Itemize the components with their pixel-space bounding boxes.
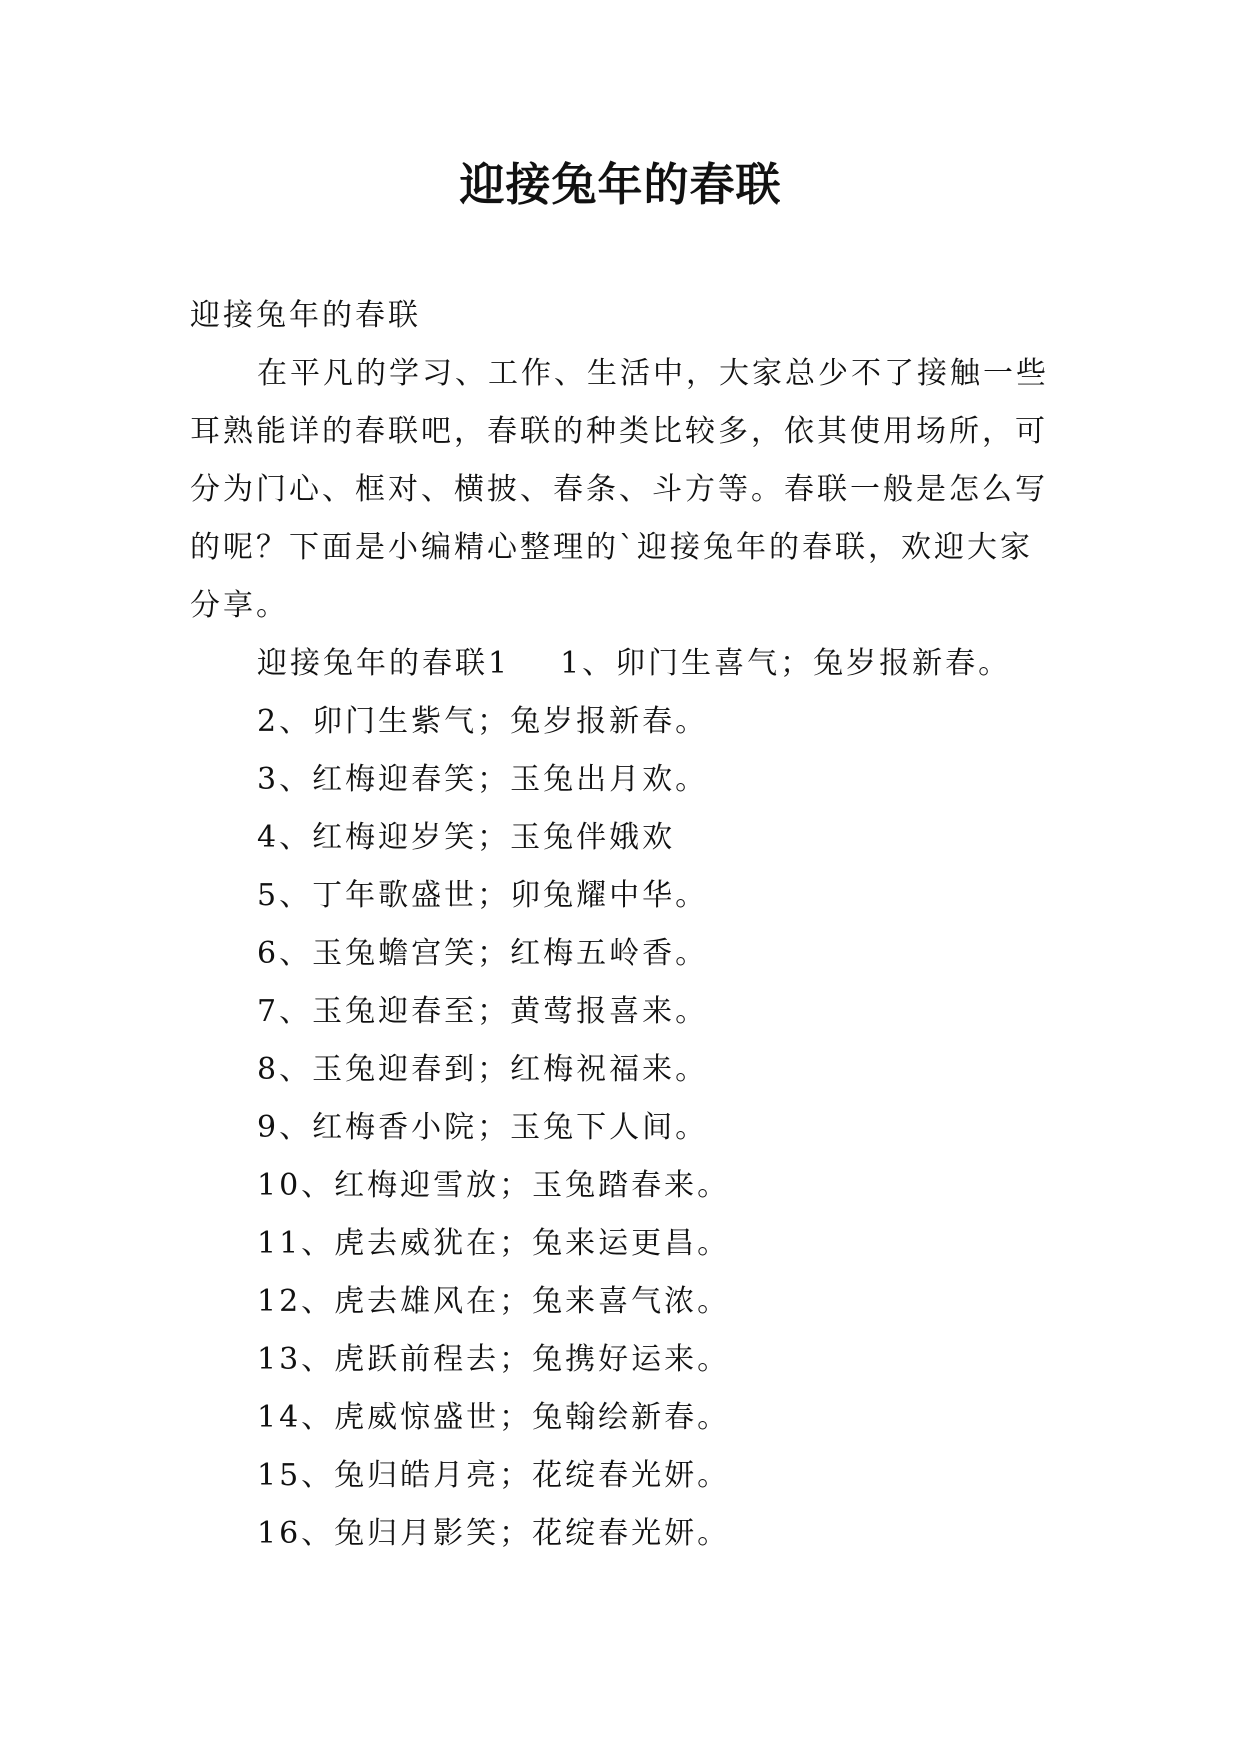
intro-paragraph [190,345,1060,635]
couplet-item: 13、虎跃前程去；兔携好运来。 [257,1342,731,1377]
intro-line: 的呢？下面是小编精心整理的`迎接兔年的春联，欢迎大家 [190,530,1033,565]
couplet-item: 9、红梅香小院；玉兔下人间。 [257,1110,709,1145]
couplet-item: 5、丁年歌盛世；卯兔耀中华。 [257,878,709,913]
document-subtitle: 迎接兔年的春联 [190,298,421,333]
couplet-item: 12、虎去雄风在；兔来喜气浓。 [257,1284,731,1319]
intro-line: 分为门心、框对、横披、春条、斗方等。春联一般是怎么写 [190,472,1048,507]
couplet-item: 8、玉兔迎春到；红梅祝福来。 [257,1052,709,1087]
intro-line: 耳熟能详的春联吧，春联的种类比较多，依其使用场所，可 [190,414,1048,449]
couplet-item: 7、玉兔迎春至；黄莺报喜来。 [257,994,709,1029]
couplet-item: 11、虎去威犹在；兔来运更昌。 [257,1226,731,1261]
couplet-item: 14、虎威惊盛世；兔翰绘新春。 [257,1400,731,1435]
couplet-item: 15、兔归皓月亮；花绽春光妍。 [257,1458,731,1493]
couplet-item: 6、玉兔蟾宫笑；红梅五岭香。 [257,936,709,971]
section-heading: 迎接兔年的春联1 [257,646,511,681]
couplet-item: 10、红梅迎雪放；玉兔踏春来。 [257,1168,731,1203]
couplet-item: 3、红梅迎春笑；玉兔出月欢。 [257,762,709,797]
couplet-item: 4、红梅迎岁笑；玉兔伴娥欢 [257,820,676,855]
intro-line: 分享。 [190,588,289,623]
intro-line: 在平凡的学习、工作、生活中，大家总少不了接触一些 [257,356,1049,391]
document-title: 迎接兔年的春联 [459,158,782,211]
couplet-list [190,693,1060,1563]
couplet-item: 16、兔归月影笑；花绽春光妍。 [257,1516,731,1551]
document-body [190,287,1060,1563]
couplet-item: 1、卯门生喜气；兔岁报新春。 [560,646,1012,681]
couplet-item: 2、卯门生紫气；兔岁报新春。 [257,704,709,739]
section-line [190,635,1060,693]
